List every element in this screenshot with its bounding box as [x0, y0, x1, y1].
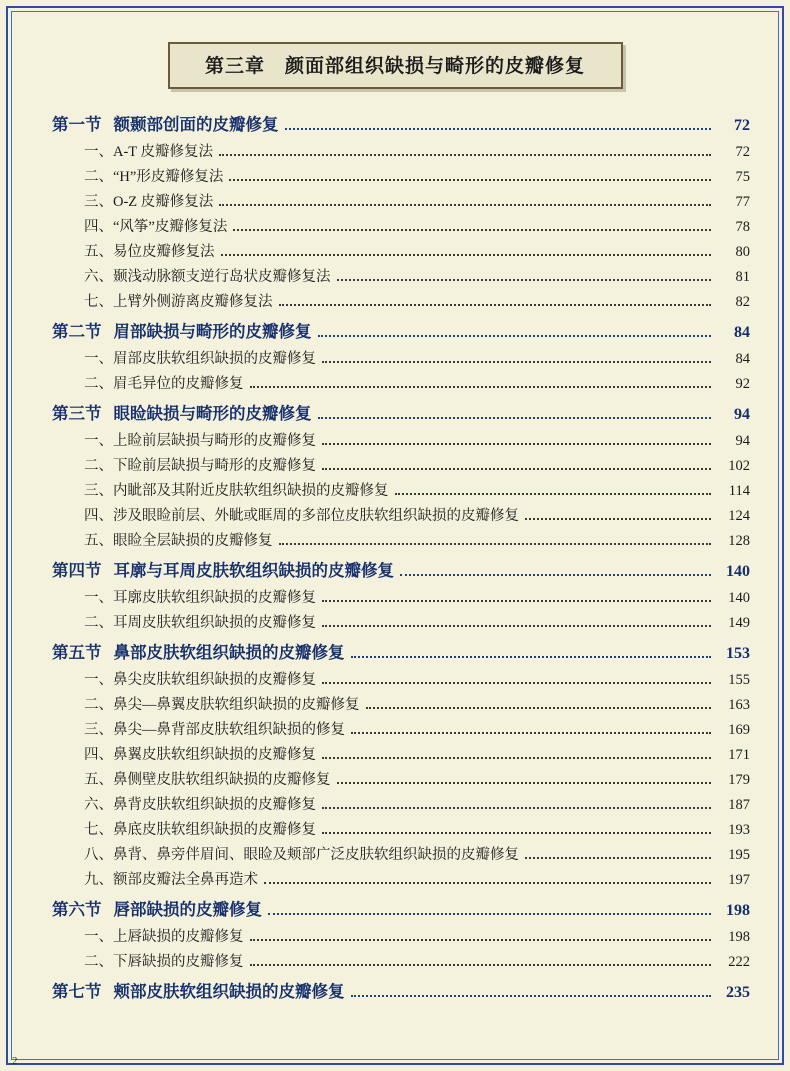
toc-page-number: 81 — [735, 269, 750, 285]
toc-section-label — [34, 400, 312, 424]
toc-page-number: 72 — [735, 144, 750, 160]
toc-dot-leader — [400, 574, 711, 576]
toc-item-row[interactable] — [34, 372, 750, 393]
toc-section-title: 眼睑缺损与畸形的皮瓣修复 — [113, 404, 312, 423]
toc-dot-leader — [322, 832, 711, 834]
toc-dot-leader — [229, 179, 711, 181]
toc-section-number: 第三节 — [52, 404, 102, 423]
toc-item-row[interactable] — [34, 793, 750, 814]
toc-item-label: 一、耳廓皮肤软组织缺损的皮瓣修复 — [84, 590, 316, 606]
toc-item-label: 一、上唇缺损的皮瓣修复 — [84, 929, 244, 945]
toc-page-number: 187 — [728, 797, 750, 813]
toc-dot-leader — [525, 518, 711, 520]
toc-dot-leader — [322, 600, 711, 602]
toc-item-label: 五、眼睑全层缺损的皮瓣修复 — [84, 533, 273, 549]
toc-item-label: 二、鼻尖—鼻翼皮肤软组织缺损的皮瓣修复 — [84, 697, 360, 713]
toc-item-row[interactable] — [34, 868, 750, 889]
toc-page-number: 84 — [734, 324, 750, 341]
toc-dot-leader — [322, 361, 711, 363]
toc-item-row[interactable] — [34, 925, 750, 946]
toc-section-number: 第六节 — [52, 900, 102, 919]
toc-item-label: 一、上睑前层缺损与畸形的皮瓣修复 — [84, 433, 316, 449]
toc-dot-leader — [318, 335, 712, 337]
toc-dot-leader — [221, 254, 712, 256]
toc-dot-leader — [337, 782, 712, 784]
toc-item-label: 五、鼻侧壁皮肤软组织缺损的皮瓣修复 — [84, 772, 331, 788]
toc-dot-leader — [351, 995, 712, 997]
toc-item-row[interactable] — [34, 165, 750, 186]
toc-section-row[interactable] — [34, 639, 750, 663]
toc-page-number: 114 — [728, 483, 750, 499]
toc-dot-leader — [322, 625, 711, 627]
toc-item-row[interactable] — [34, 215, 750, 236]
toc-section-title: 眉部缺损与畸形的皮瓣修复 — [113, 322, 312, 341]
toc-item-row[interactable] — [34, 190, 750, 211]
toc-dot-leader — [351, 656, 712, 658]
toc-dot-leader — [250, 964, 712, 966]
toc-item-label: 二、下唇缺损的皮瓣修复 — [84, 954, 244, 970]
toc-item-label: 六、颞浅动脉额支逆行岛状皮瓣修复法 — [84, 269, 331, 285]
toc-dot-leader — [366, 707, 712, 709]
toc-page-number: 171 — [728, 747, 750, 763]
toc-dot-leader — [268, 913, 711, 915]
toc-dot-leader — [250, 939, 712, 941]
toc-item-label: 七、上臂外侧游离皮瓣修复法 — [84, 294, 273, 310]
toc-item-row[interactable] — [34, 668, 750, 689]
toc-page-number: 94 — [735, 433, 750, 449]
toc-dot-leader — [318, 417, 712, 419]
page-content — [22, 22, 768, 1049]
toc-section-number: 第七节 — [52, 982, 102, 1001]
toc-item-label: 九、额部皮瓣法全鼻再造术 — [84, 872, 258, 888]
toc-page-number: 80 — [735, 244, 750, 260]
toc-section-row[interactable] — [34, 318, 750, 342]
toc-dot-leader — [322, 757, 711, 759]
toc-dot-leader — [525, 857, 711, 859]
toc-page-number: 198 — [728, 929, 750, 945]
toc-section-label — [34, 318, 312, 342]
toc-item-label: 一、眉部皮肤软组织缺损的皮瓣修复 — [84, 351, 316, 367]
toc-item-label: 四、鼻翼皮肤软组织缺损的皮瓣修复 — [84, 747, 316, 763]
toc-dot-leader — [285, 128, 712, 130]
toc-section-number: 第四节 — [52, 561, 102, 580]
toc-item-row[interactable] — [34, 586, 750, 607]
toc-page-number: 153 — [726, 645, 750, 662]
toc-dot-leader — [322, 468, 711, 470]
chapter-title-banner — [168, 42, 623, 89]
toc-item-label: 二、耳周皮肤软组织缺损的皮瓣修复 — [84, 615, 316, 631]
toc-page-number: 195 — [728, 847, 750, 863]
toc-page-number: 197 — [728, 872, 750, 888]
toc-page-number: 77 — [735, 194, 750, 210]
toc-item-label: 八、鼻背、鼻旁伴眉间、眼睑及颊部广泛皮肤软组织缺损的皮瓣修复 — [84, 847, 519, 863]
toc-page-number: 124 — [728, 508, 750, 524]
toc-item-row[interactable] — [34, 429, 750, 450]
toc-page-number: 82 — [735, 294, 750, 310]
toc-dot-leader — [351, 732, 711, 734]
toc-item-row[interactable] — [34, 718, 750, 739]
toc-section-label — [34, 896, 262, 920]
toc-section-row[interactable] — [34, 557, 750, 581]
toc-item-label: 三、内眦部及其附近皮肤软组织缺损的皮瓣修复 — [84, 483, 389, 499]
toc-dot-leader — [264, 882, 711, 884]
toc-item-row[interactable] — [34, 611, 750, 632]
toc-dot-leader — [233, 229, 711, 231]
toc-section-title: 颊部皮肤软组织缺损的皮瓣修复 — [113, 982, 345, 1001]
toc-section-title: 鼻部皮肤软组织缺损的皮瓣修复 — [113, 643, 345, 662]
toc-item-label: 三、鼻尖—鼻背部皮肤软组织缺损的修复 — [84, 722, 345, 738]
toc-item-row[interactable] — [34, 290, 750, 311]
toc-page-number: 198 — [726, 902, 750, 919]
toc-item-label: 四、“风筝”皮瓣修复法 — [84, 219, 228, 235]
toc-section-row[interactable] — [34, 978, 750, 1002]
toc-page-number: 222 — [728, 954, 750, 970]
toc-dot-leader — [322, 807, 711, 809]
toc-item-row[interactable] — [34, 240, 750, 261]
toc-section-row[interactable] — [34, 400, 750, 424]
toc-page-number: 102 — [728, 458, 750, 474]
toc-section-label — [34, 557, 394, 581]
toc-item-row[interactable] — [34, 140, 750, 161]
toc-page-number: 92 — [735, 376, 750, 392]
toc-item-label: 五、易位皮瓣修复法 — [84, 244, 215, 260]
toc-section-label — [34, 978, 345, 1002]
toc-item-label: 二、“H”形皮瓣修复法 — [84, 169, 224, 185]
toc-item-row[interactable] — [34, 743, 750, 764]
toc-page-number: 155 — [728, 672, 750, 688]
toc-item-row[interactable] — [34, 693, 750, 714]
toc-item-row[interactable] — [34, 347, 750, 368]
toc-item-row[interactable] — [34, 950, 750, 971]
toc-page-number: 179 — [728, 772, 750, 788]
toc-section-number: 第二节 — [52, 322, 102, 341]
toc-item-row[interactable] — [34, 454, 750, 475]
toc-page-number: 94 — [734, 406, 750, 423]
toc-page-number: 128 — [728, 533, 750, 549]
toc-item-label: 三、O-Z 皮瓣修复法 — [84, 194, 214, 210]
toc-section-title: 唇部缺损的皮瓣修复 — [113, 900, 262, 919]
toc-page-number: 75 — [735, 169, 750, 185]
toc-item-row[interactable] — [34, 479, 750, 500]
toc-section-number: 第一节 — [52, 115, 102, 134]
toc-item-row[interactable] — [34, 843, 750, 864]
toc-dot-leader — [395, 493, 712, 495]
toc-item-row[interactable] — [34, 265, 750, 286]
toc-page-number: 140 — [726, 563, 750, 580]
toc-dot-leader — [322, 443, 711, 445]
toc-section-row[interactable] — [34, 896, 750, 920]
toc-page-number: 78 — [735, 219, 750, 235]
toc-item-row[interactable] — [34, 529, 750, 550]
toc-page-number: 140 — [728, 590, 750, 606]
toc-dot-leader — [219, 204, 711, 206]
toc-page-number: 235 — [726, 984, 750, 1001]
toc-dot-leader — [250, 386, 712, 388]
toc-section-title: 额颞部创面的皮瓣修复 — [113, 115, 279, 134]
toc-item-label: 七、鼻底皮肤软组织缺损的皮瓣修复 — [84, 822, 316, 838]
toc-item-label: 二、下睑前层缺损与畸形的皮瓣修复 — [84, 458, 316, 474]
toc-dot-leader — [322, 682, 711, 684]
toc-item-row[interactable] — [34, 504, 750, 525]
table-of-contents — [22, 111, 768, 1002]
toc-item-row[interactable] — [34, 768, 750, 789]
toc-page-number: 149 — [728, 615, 750, 631]
toc-item-label: 四、涉及眼睑前层、外眦或眶周的多部位皮肤软组织缺损的皮瓣修复 — [84, 508, 519, 524]
toc-section-label — [34, 639, 345, 663]
toc-item-label: 二、眉毛异位的皮瓣修复 — [84, 376, 244, 392]
toc-item-label: 一、A-T 皮瓣修复法 — [84, 144, 214, 160]
toc-page-number: 193 — [728, 822, 750, 838]
toc-item-row[interactable] — [34, 818, 750, 839]
toc-section-number: 第五节 — [52, 643, 102, 662]
page-number: 2 — [12, 1055, 18, 1067]
toc-dot-leader — [279, 543, 712, 545]
toc-page-number: 163 — [728, 697, 750, 713]
toc-section-title: 耳廓与耳周皮肤软组织缺损的皮瓣修复 — [113, 561, 394, 580]
toc-item-label: 一、鼻尖皮肤软组织缺损的皮瓣修复 — [84, 672, 316, 688]
toc-dot-leader — [279, 304, 712, 306]
toc-section-label — [34, 111, 279, 135]
toc-dot-leader — [219, 154, 711, 156]
toc-page-number: 169 — [728, 722, 750, 738]
toc-page-number: 72 — [734, 117, 750, 134]
chapter-title: 第三章 颜面部组织缺损与畸形的皮瓣修复 — [204, 56, 585, 77]
toc-section-row[interactable] — [34, 111, 750, 135]
toc-page-number: 84 — [735, 351, 750, 367]
toc-dot-leader — [337, 279, 712, 281]
toc-item-label: 六、鼻背皮肤软组织缺损的皮瓣修复 — [84, 797, 316, 813]
